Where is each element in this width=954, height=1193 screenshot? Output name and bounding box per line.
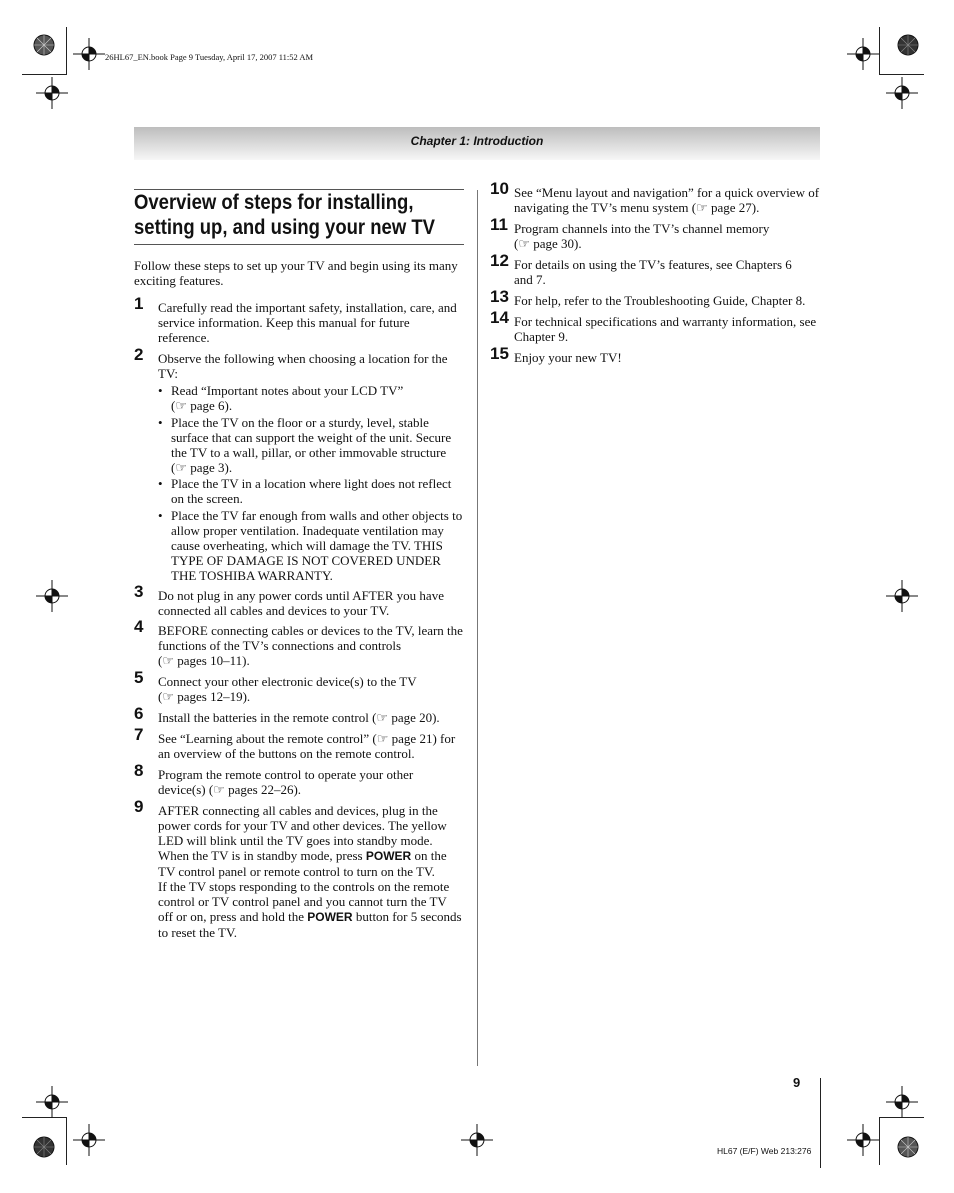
step-text: For help, refer to the Troubleshooting Guide, Chapter 8. [514, 293, 806, 308]
pointing-hand-icon: ☞ [162, 653, 174, 668]
step-number: 5 [134, 668, 144, 687]
step-text: Connect your other electronic device(s) to the TV [158, 674, 417, 689]
pointing-hand-icon: ☞ [376, 710, 389, 725]
step-text: If the TV stops responding to the controls on the remote control or TV control panel and you cannot turn the TV off or on, press and hold the [158, 879, 450, 924]
page-reference: page 3). [190, 460, 233, 475]
step-text: Do not plug in any power cords until AFTER you have connected all cables and devices to your TV. [158, 588, 444, 618]
registration-mark-icon [461, 1124, 493, 1156]
bullet-icon: • [158, 476, 163, 491]
page-reference: page 6). [190, 398, 233, 413]
bullet-text: Place the TV in a location where light does not reflect on the screen. [171, 476, 452, 506]
registration-mark-icon [886, 77, 918, 109]
chapter-header-band [134, 127, 820, 160]
registration-mark-icon [36, 77, 68, 109]
step-number: 15 [490, 344, 509, 363]
registration-mark-icon [73, 38, 105, 70]
step-number: 6 [134, 704, 144, 723]
registration-mark-icon [847, 38, 879, 70]
page-title [134, 190, 435, 240]
footer-code: HL67 (E/F) Web 213:276 [717, 1146, 812, 1156]
power-keyword: POWER [307, 910, 353, 924]
registration-mark-icon [73, 1124, 105, 1156]
step-number: 10 [490, 179, 509, 198]
registration-mark-icon [886, 1086, 918, 1118]
step-text: Enjoy your new TV! [514, 350, 622, 365]
title-bottom-rule [134, 244, 464, 245]
bullet-text: Place the TV far enough from walls and other objects to allow proper ventilation. Inadequate ventilation may cause overheating, which will damage the TV. THIS TYPE OF DAMAGE IS NOT COVERED UNDER THE TOSHIBA WARRANTY. [171, 508, 463, 583]
pointing-hand-icon: ☞ [376, 731, 389, 746]
registration-mark-icon [886, 580, 918, 612]
page-reference: page 27). [711, 200, 760, 215]
step-text: For details on using the TV’s features, see Chapters 6 and 7. [514, 257, 792, 287]
bullet-icon: • [158, 415, 163, 430]
page-reference: page 21) for an overview of the buttons on the remote control. [158, 731, 456, 761]
color-rosette-icon [33, 34, 55, 56]
step-number: 12 [490, 251, 509, 270]
step-text: on the TV control panel or remote control to turn on the TV. [158, 848, 447, 879]
bullet-text: Read “Important notes about your LCD TV” [171, 383, 404, 398]
pointing-hand-icon: ☞ [518, 236, 530, 251]
page-reference: pages 10–11). [177, 653, 250, 668]
pointing-hand-icon: ☞ [213, 782, 225, 797]
intro-paragraph: Follow these steps to set up your TV and begin using its many exciting features. [134, 258, 458, 288]
step-text: AFTER connecting all cables and devices, plug in the power cords for your TV and other devices. The yellow LED will blink until the TV goes into standby mode. When the TV is in standby mode, press [158, 803, 447, 863]
color-rosette-icon [897, 34, 919, 56]
registration-mark-icon [36, 580, 68, 612]
step-text: Program channels into the TV’s channel memory [514, 221, 770, 236]
bullet-icon: • [158, 383, 163, 398]
pointing-hand-icon: ☞ [162, 689, 174, 704]
step-text: For technical specifications and warranty information, see Chapter 9. [514, 314, 817, 344]
registration-mark-icon [36, 1086, 68, 1118]
page-reference: pages 22–26). [228, 782, 302, 797]
step-number: 11 [490, 215, 508, 234]
step-number: 1 [134, 294, 144, 313]
pointing-hand-icon: ☞ [175, 398, 187, 413]
step-number: 13 [490, 287, 509, 306]
step-number: 3 [134, 582, 144, 601]
color-rosette-icon [33, 1136, 55, 1158]
file-info-line: 26HL67_EN.book Page 9 Tuesday, April 17, 2007 11:52 AM [105, 52, 314, 62]
step-number: 4 [134, 617, 144, 636]
page-reference: page 20). [391, 710, 440, 725]
step-number: 9 [134, 797, 144, 816]
page-reference: page 30). [533, 236, 582, 251]
step-number: 7 [134, 725, 144, 744]
page-title-line-1: Overview of steps for installing, [134, 190, 414, 214]
column-divider [477, 190, 478, 1066]
bullet-icon: • [158, 508, 163, 523]
power-keyword: POWER [365, 849, 412, 863]
step-text: See “Menu layout and navigation” for a quick overview of navigating the TV’s menu system ( [514, 185, 820, 215]
step-text: Carefully read the important safety, installation, care, and service information. Keep this manual for future reference. [158, 300, 457, 345]
step-number: 14 [490, 308, 509, 327]
step-text: button for 5 seconds to reset the TV. [158, 909, 462, 940]
step-text: Observe the following when choosing a location for the TV: [158, 351, 448, 381]
pointing-hand-icon: ☞ [696, 200, 708, 215]
step-text: Program the remote control to operate your other device(s) ( [158, 767, 414, 797]
step-text: See “Learning about the remote control” ( [158, 731, 377, 746]
step-number: 2 [134, 345, 144, 364]
registration-mark-icon [847, 1124, 879, 1156]
pointing-hand-icon: ☞ [175, 460, 187, 475]
bullet-text: Place the TV on the floor or a sturdy, level, stable surface that can support the weight of the unit. Secure the TV to a wall, pillar, or other immovable structure [171, 415, 452, 460]
page-title-line-2: setting up, and using your new TV [134, 215, 435, 239]
page-number: 9 [793, 1075, 801, 1090]
step-text: Install the batteries in the remote control ( [158, 710, 377, 725]
step-number: 8 [134, 761, 144, 780]
color-rosette-icon [897, 1136, 919, 1158]
page-reference: pages 12–19). [177, 689, 251, 704]
step-text: BEFORE connecting cables or devices to the TV, learn the functions of the TV’s connections and controls [158, 623, 463, 653]
chapter-title: Chapter 1: Introduction [410, 134, 544, 148]
